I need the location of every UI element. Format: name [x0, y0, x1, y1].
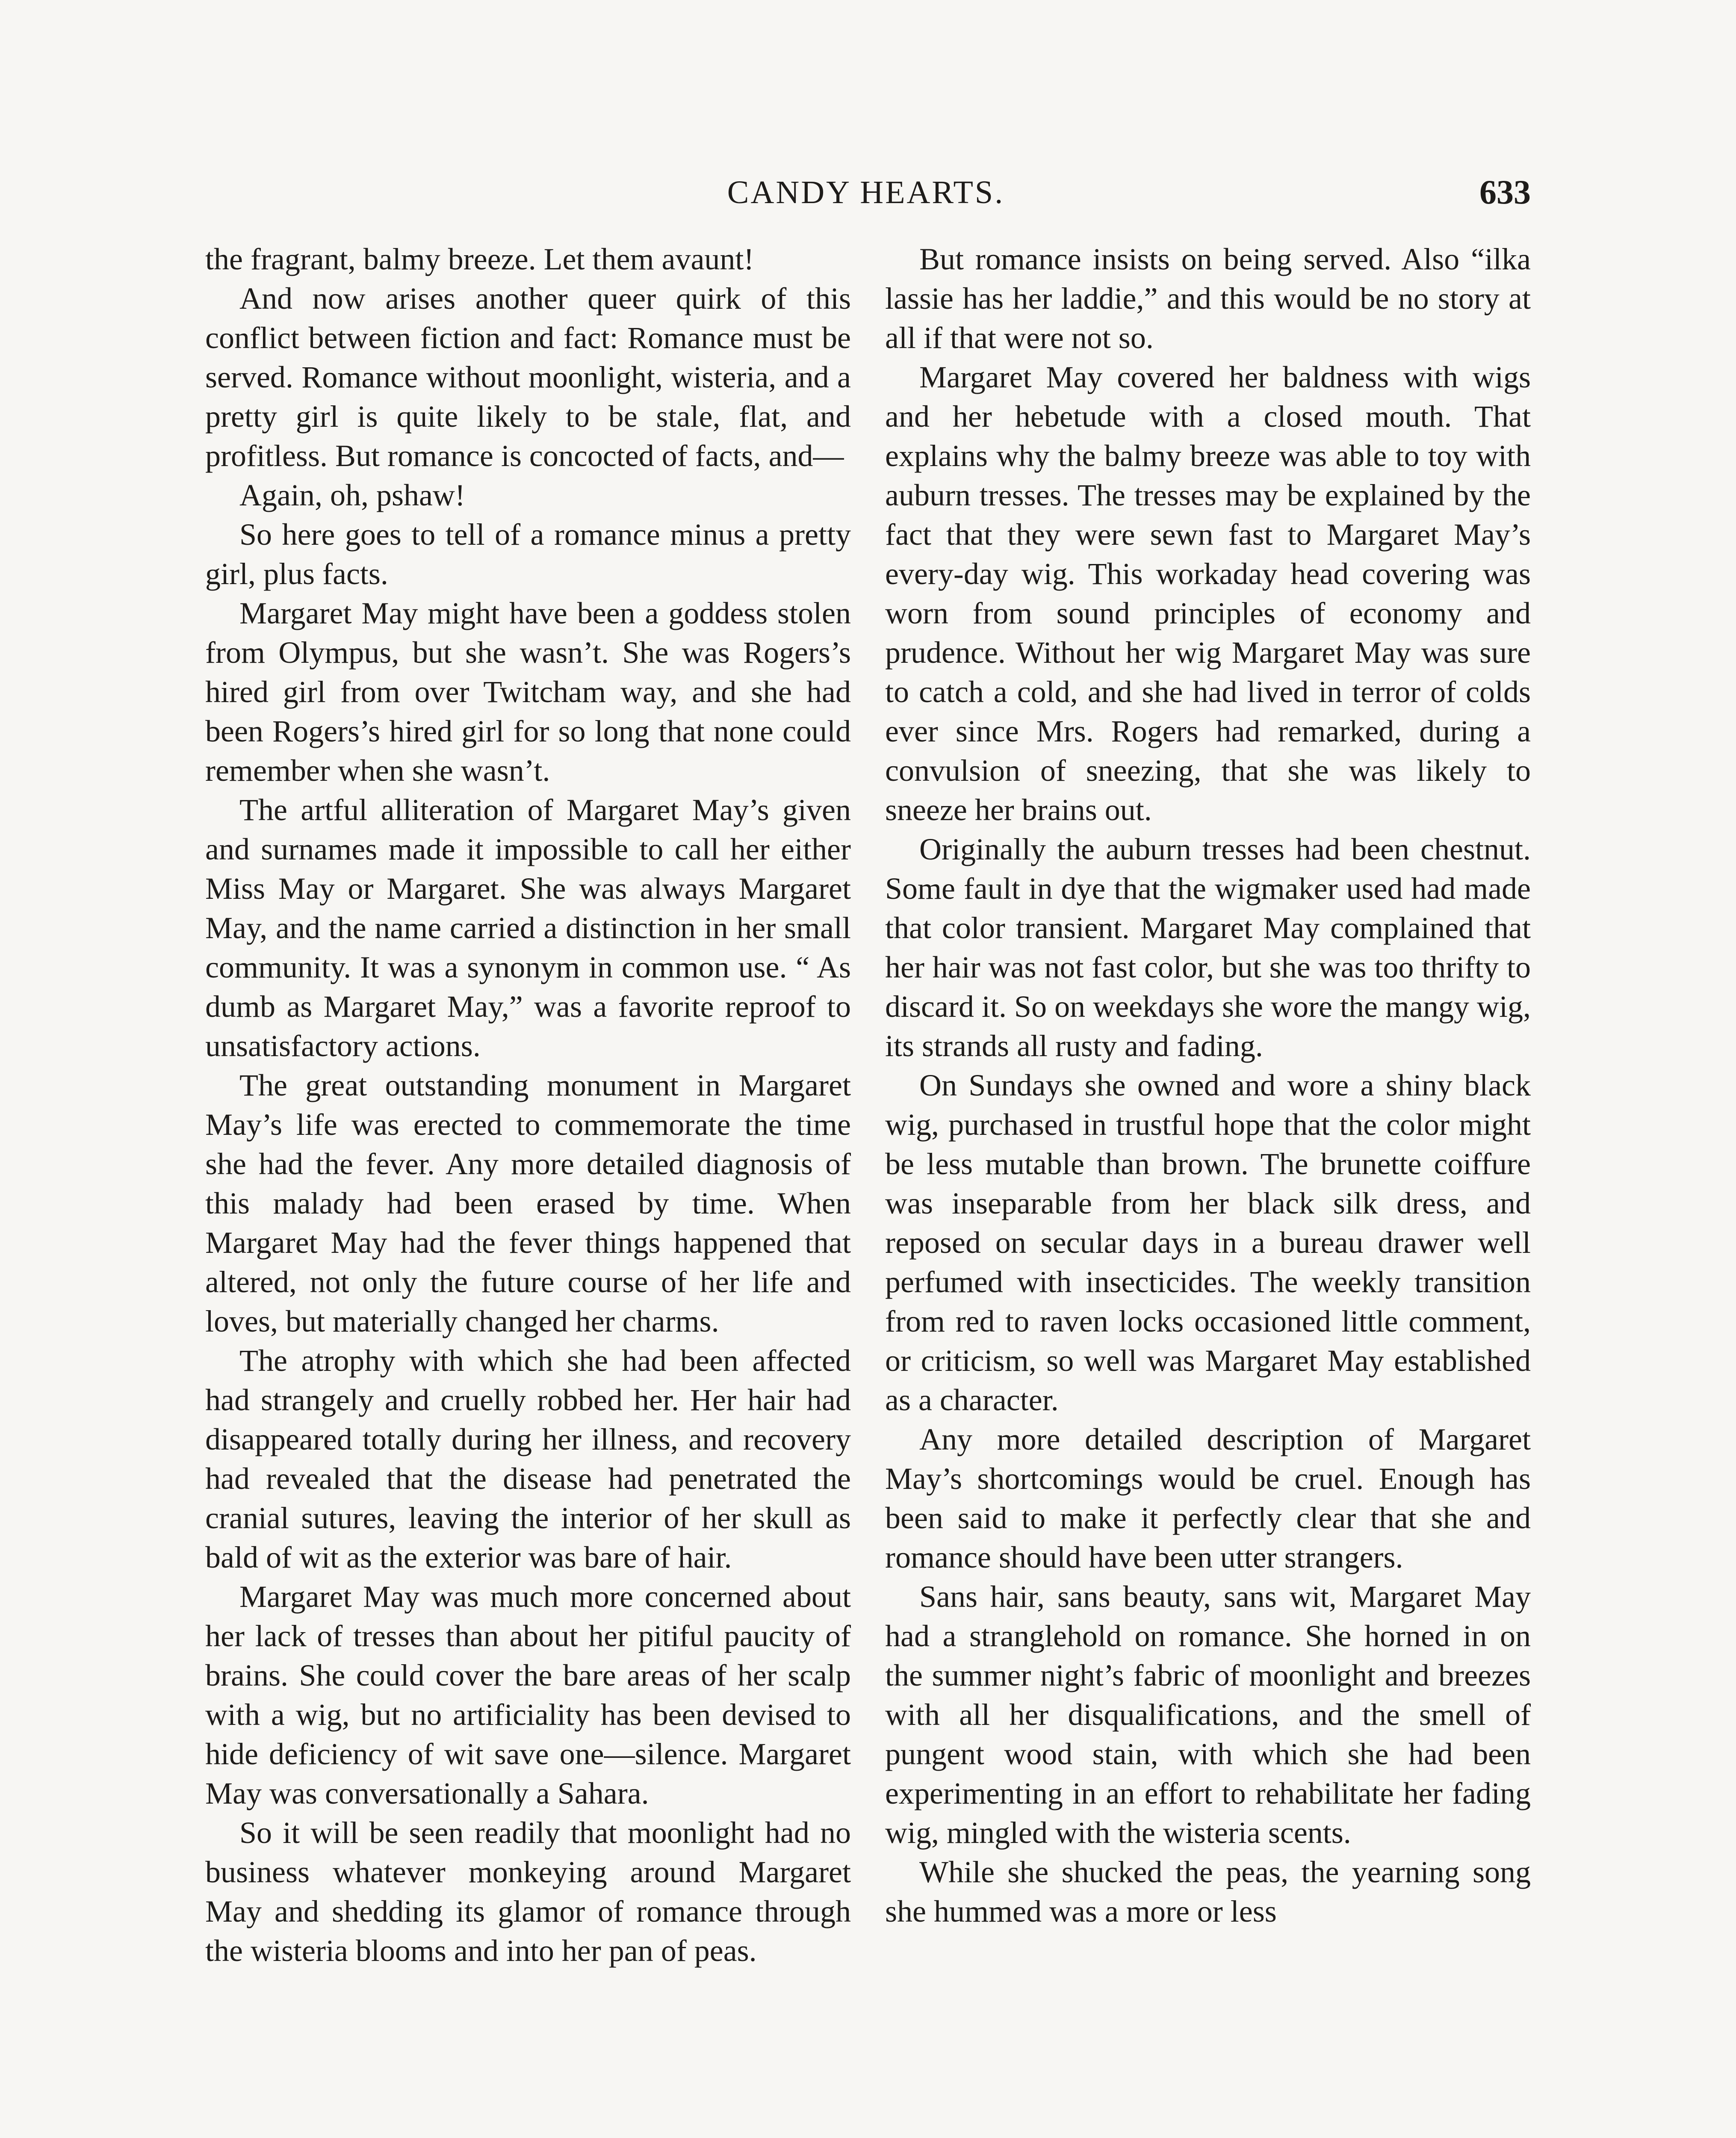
running-head: [201, 169, 1531, 216]
paragraph: Margaret May might have been a goddess stolen from Olympus, but she wasn’t. She was Rogers’s hired girl from over Twitcham way, and she had been Rogers’s hired girl for so long that none could remember when she wasn’t.: [205, 596, 851, 788]
paragraph: So here goes to tell of a romance minus a pretty girl, plus facts.: [205, 517, 851, 591]
paragraph: And now arises another queer quirk of this conflict between fiction and fact: Romance must be served. Romance without moonlight, wisteria, and a pretty girl is quite likely to be stale, flat, and profitless. But romance is concocted of facts, and—: [205, 281, 851, 473]
paragraph: But romance insists on being served. Also “ilka lassie has her laddie,” and this would be no story at all if that were not so.: [885, 242, 1531, 355]
left-column: [205, 239, 851, 1970]
paragraph: Any more detailed description of Margaret May’s shortcomings would be cruel. Enough has been said to make it perfectly clear that she and romance should have been utter strangers.: [885, 1422, 1531, 1574]
paragraph: Again, oh, pshaw!: [239, 478, 465, 512]
paragraph: On Sundays she owned and wore a shiny black wig, purchased in trustful hope that the color might be less mutable than brown. The brunette coiffure was inseparable from her black silk dress, and reposed on secular days in a bureau drawer well perfumed with insecticides. The weekly transition from red to raven locks occasioned little comment, or criticism, so well was Margaret May established as a character.: [885, 1068, 1531, 1417]
paragraph: The great outstanding monument in Margaret May’s life was erected to commemorate the time she had the fever. Any more detailed diagnosis of this malady had been erased by time. When Margaret May had the fever things happened that altered, not only the future course of her life and loves, but materially changed her charms.: [205, 1068, 851, 1338]
paragraph: While she shucked the peas, the yearning song she hummed was a more or less: [885, 1855, 1531, 1928]
paragraph: So it will be seen readily that moonlight had no business whatever monkeying around Margaret May and shedding its glamor of romance through the wisteria blooms and into her pan of peas.: [205, 1816, 851, 1968]
paragraph: The artful alliteration of Margaret May’s given and surnames made it impossible to call her either Miss May or Margaret. She was always Margaret May, and the name carried a distinction in her small community. It was a synonym in common use. “ As dumb as Margaret May,” was a favorite reproof to unsatisfactory actions.: [205, 793, 851, 1063]
running-title: CANDY HEARTS.: [727, 174, 1005, 210]
paragraph: the fragrant, balmy breeze. Let them avaunt!: [205, 242, 754, 276]
right-column: [885, 239, 1531, 1931]
paragraph: Sans hair, sans beauty, sans wit, Margaret May had a stranglehold on romance. She horned in on the summer night’s fabric of moonlight and breezes with all her disqualifications, and the smell of pungent wood stain, with which she had been experimenting in an effort to rehabilitate her fading wig, mingled with the wisteria scents.: [885, 1580, 1531, 1850]
paragraph: Originally the auburn tresses had been chestnut. Some fault in dye that the wigmaker used had made that color transient. Margaret May complained that her hair was not fast color, but she was too thrifty to discard it. So on weekdays she wore the mangy wig, its strands all rusty and fading.: [885, 832, 1531, 1063]
page-number: 633: [1479, 174, 1531, 211]
paragraph: The atrophy with which she had been affected had strangely and cruelly robbed her. Her hair had disappeared totally during her illness, and recovery had revealed that the disease had penetrated the cranial sutures, leaving the interior of her skull as bald of wit as the exterior was bare of hair.: [205, 1344, 851, 1574]
paragraph: Margaret May covered her baldness with wigs and her hebetude with a closed mouth. That explains why the balmy breeze was able to toy with auburn tresses. The tresses may be explained by the fact that they were sewn fast to Margaret May’s every-day wig. This workaday head covering was worn from sound principles of economy and prudence. Without her wig Margaret May was sure to catch a cold, and she had lived in terror of colds ever since Mrs. Rogers had remarked, during a convulsion of sneezing, that she was likely to sneeze her brains out.: [885, 360, 1531, 827]
paragraph: Margaret May was much more concerned about her lack of tresses than about her pitiful paucity of brains. She could cover the bare areas of her scalp with a wig, but no artificiality has been devised to hide deficiency of wit save one—silence. Margaret May was conversationally a Sahara.: [205, 1580, 851, 1810]
